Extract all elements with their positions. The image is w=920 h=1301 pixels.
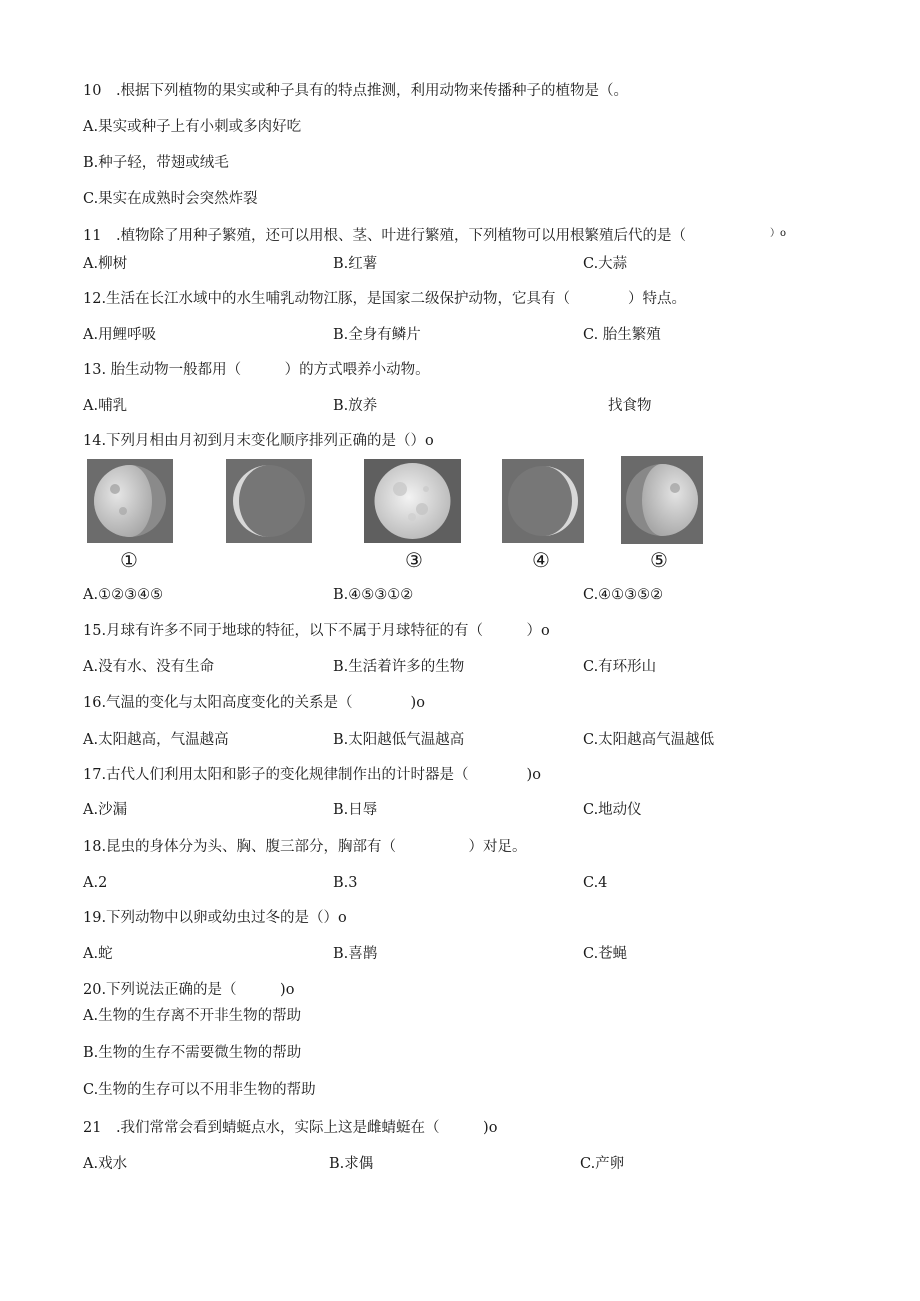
crescent-left-lit-moon-image	[226, 459, 312, 543]
q14-stem: 14.下列月相由月初到月末变化顺序排列正确的是（）o	[83, 433, 434, 449]
q21-option-c: C.产卵	[580, 1156, 625, 1172]
q20-stem: 20.下列说法正确的是（ )o	[83, 982, 295, 998]
q12-stem: 12.生活在长江水域中的水生哺乳动物江豚，是国家二级保护动物，它具有（ ）特点。	[83, 291, 687, 307]
q12-option-c: C. 胎生繁殖	[583, 327, 661, 343]
q19-option-c: C.苍蝇	[583, 946, 628, 962]
gibbous-left-lit-moon-image	[87, 459, 173, 543]
q15-stem: 15.月球有许多不同于地球的特征，以下不属于月球特征的有（ ）o	[83, 623, 550, 639]
q13-stem: 13. 胎生动物一般都用（ ）的方式喂养小动物。	[83, 362, 430, 378]
q20-option-a: A.生物的生存离不开非生物的帮助	[83, 1008, 302, 1024]
q20-option-c: C.生物的生存可以不用非生物的帮助	[83, 1082, 316, 1098]
q11-option-c: C.大蒜	[583, 256, 628, 272]
gibbous-right-lit-moon-image	[621, 456, 703, 544]
q19-stem: 19.下列动物中以卵或幼虫过冬的是（）o	[83, 910, 347, 926]
moon-label-3: ③	[405, 548, 423, 572]
q14-option-b: B.④⑤③①②	[333, 587, 414, 603]
q16-option-a: A.太阳越高，气温越高	[83, 732, 229, 748]
q15-option-c: C.有环形山	[583, 659, 657, 675]
q13-option-c: 找食物	[608, 398, 652, 414]
q13-option-a: A.哺乳	[83, 398, 128, 414]
crescent-right-lit-moon-image	[502, 459, 584, 543]
q16-stem: 16.气温的变化与太阳高度变化的关系是（ )o	[83, 695, 425, 711]
q21-stem: 21 .我们常常会看到蜻蜓点水，实际上这是雌蜻蜓在（ )o	[83, 1120, 498, 1136]
q17-stem: 17.古代人们利用太阳和影子的变化规律制作出的计时器是（ )o	[83, 767, 541, 783]
q15-option-a: A.没有水、没有生命	[83, 659, 215, 675]
q18-option-b: B.3	[333, 875, 358, 891]
q17-option-a: A.沙漏	[83, 802, 128, 818]
q19-option-a: A.蛇	[83, 946, 113, 962]
q18-option-a: A.2	[83, 875, 108, 891]
q21-option-a: A.戏水	[83, 1156, 128, 1172]
q19-option-b: B.喜鹊	[333, 946, 378, 962]
q18-stem: 18.昆虫的身体分为头、胸、腹三部分，胸部有（ ）对足。	[83, 839, 527, 855]
q11-stem: 11 .植物除了用种子繁殖，还可以用根、茎、叶进行繁殖，下列植物可以用根繁殖后代的是（	[83, 228, 687, 244]
q11-option-a: A.柳树	[83, 256, 128, 272]
moon-label-4: ④	[532, 548, 550, 572]
q16-option-c: C.太阳越高气温越低	[583, 732, 715, 748]
q10-stem: 10 .根据下列植物的果实或种子具有的特点推测，利用动物来传播种子的植物是（。	[83, 83, 629, 99]
q15-option-b: B.生活着许多的生物	[333, 659, 465, 675]
q17-option-b: B.日辱	[333, 802, 378, 818]
q11-option-b: B.红薯	[333, 256, 378, 272]
q13-option-b: B.放养	[333, 398, 378, 414]
full-moon-image	[364, 459, 461, 543]
q12-option-b: B.全身有鳞片	[333, 327, 421, 343]
moon-label-5: ⑤	[650, 548, 668, 572]
q10-option-b: B.种子轻，带翅或绒毛	[83, 155, 229, 171]
q21-option-b: B.求偶	[329, 1156, 374, 1172]
q11-stem-tail: ）o	[770, 228, 787, 239]
q10-option-a: A.果实或种子上有小刺或多肉好吃	[83, 119, 302, 135]
moon-label-1: ①	[120, 548, 138, 572]
q18-option-c: C.4	[583, 875, 608, 891]
q14-option-a: A.①②③④⑤	[83, 587, 164, 603]
q16-option-b: B.太阳越低气温越高	[333, 732, 465, 748]
q14-option-c: C.④①③⑤②	[583, 587, 664, 603]
q10-option-c: C.果实在成熟时会突然炸裂	[83, 191, 258, 207]
q17-option-c: C.地动仪	[583, 802, 642, 818]
q20-option-b: B.生物的生存不需要微生物的帮助	[83, 1045, 302, 1061]
q12-option-a: A.用鲤呼吸	[83, 327, 157, 343]
